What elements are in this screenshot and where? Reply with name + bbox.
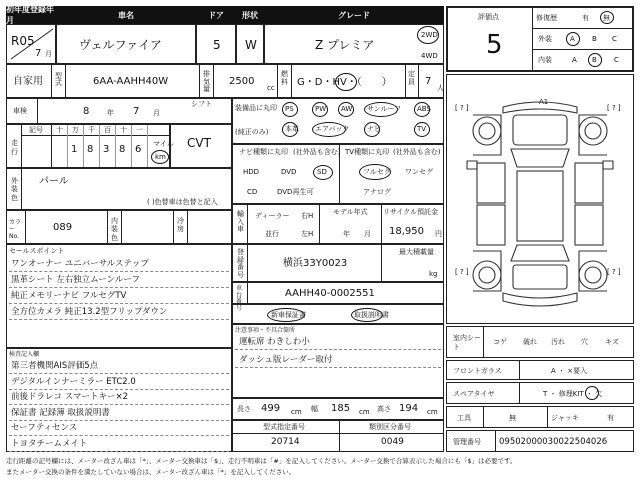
seat-hole: 穴 — [581, 338, 588, 346]
max-load-label: 最大積載量 — [399, 248, 434, 256]
sales-points-label: セールスポイント — [9, 247, 65, 255]
chassis-label: 車台番号 — [236, 285, 243, 312]
tv-analog: アナログ — [363, 188, 391, 196]
score-label: 評価点 — [478, 13, 499, 21]
footer-line-2: またメーター交換の条件を満たしていない場合は、メーター改ざん車は「*」を記入してください。 — [6, 468, 296, 476]
exterior-color: パール — [39, 176, 69, 187]
windshield-label: フロントガラス — [453, 367, 502, 375]
seat-tear: 破れ — [523, 338, 537, 346]
score-value: 5 — [486, 30, 503, 60]
sales-points — [6, 244, 232, 348]
note-line: 前後ドラレコ スマートキー×2 — [11, 392, 129, 402]
car-outline-diagram — [447, 75, 633, 323]
type-label: 型式指定番号 — [263, 423, 305, 431]
import-row — [232, 204, 444, 244]
mile-unit: マイル — [153, 140, 174, 148]
insp-month: 7 — [133, 106, 140, 117]
shift: CVT — [187, 136, 211, 150]
width-unit: cm — [359, 408, 370, 416]
note-line: セーフティセンス — [11, 423, 78, 433]
footer-line-1: 走行距離の記号欄には、メーター改ざん車は「*」、メーター交換車は「$」、走行不明車は「#」を記入してください。メーター交換で合算表示した場合にも「$」は必要です。 — [6, 457, 517, 465]
tools-label: 工具 — [457, 414, 471, 422]
shape: W — [245, 38, 257, 52]
mileage-digit: 8 — [87, 144, 94, 155]
nav-title: ナビ種類に丸印 — [239, 148, 288, 156]
registration-row — [232, 244, 444, 282]
import-label: 輸入車 — [237, 210, 244, 234]
interior-b: B — [592, 56, 597, 64]
repair-no: 無 — [603, 14, 610, 22]
tools-row — [446, 406, 634, 428]
parallel: 並行 — [265, 230, 279, 238]
nav-hdd: HDD — [243, 168, 260, 176]
height-unit: cm — [427, 408, 438, 416]
color-no-label: カラーNo. — [9, 219, 22, 241]
spare-label: スペアタイヤ — [453, 390, 495, 398]
car-diagram-block — [446, 74, 634, 324]
width: 185 — [331, 403, 351, 414]
drive-2wd: 2WD — [421, 31, 438, 39]
digit-place-label: 千 — [88, 126, 95, 134]
door-header: ドア — [196, 6, 236, 24]
car-name: ヴェルファイア — [79, 38, 162, 52]
shift-cell — [170, 124, 232, 168]
repair-label: 修復歴 — [536, 14, 557, 22]
spare-options: T ・ 修理KIT ・ 欠 — [543, 390, 603, 398]
inspection-label: 車検 — [13, 107, 27, 115]
interior-color-label: 内装色 — [111, 217, 118, 242]
digit-place-label: 百 — [104, 126, 111, 134]
length-unit: cm — [291, 408, 302, 416]
row2 — [6, 64, 444, 98]
shift-label: シフト — [191, 100, 212, 108]
notes — [232, 324, 444, 398]
shape-header: 形状 — [236, 6, 264, 24]
score-block — [446, 6, 634, 72]
nav-sd: SD — [317, 168, 327, 176]
equip-item: AW — [341, 105, 353, 113]
class-no: 0049 — [381, 437, 404, 447]
note-line: 黒革シート 左右独立ムーンルーフ — [11, 275, 140, 285]
displacement: 2500 — [229, 76, 255, 87]
recycle-unit: 円 — [435, 230, 442, 238]
shape-cell — [236, 24, 264, 64]
inspector-label: 検査記入欄 — [9, 351, 40, 358]
exterior-label: 外装 — [538, 35, 552, 43]
exterior-color-row — [6, 168, 232, 210]
km-unit: km — [155, 153, 166, 161]
nav-dvd-play: DVD再生可 — [277, 188, 314, 196]
nav-tv-block — [232, 144, 444, 204]
capacity-unit: 人 — [437, 84, 444, 92]
name-header: 車名 — [56, 6, 196, 24]
new-car-warranty: 新車保証書 — [271, 311, 306, 319]
color-label: 外装色 — [11, 177, 18, 202]
mileage-row — [6, 124, 174, 168]
equip-item: TV — [417, 125, 427, 133]
exterior-b: B — [592, 35, 597, 43]
chassis-value: AAHH40-0002551 — [285, 288, 375, 299]
equip-sub: (純正のみ) — [235, 128, 269, 136]
equipment-block — [232, 98, 444, 144]
left-hand: 左H — [301, 230, 314, 238]
hv-circle — [335, 73, 357, 91]
mileage-digit: 1 — [71, 144, 78, 155]
capacity: 7 — [425, 76, 432, 87]
tv-title: TV種類に丸印 — [345, 148, 390, 156]
notes-label: 注意事項・不具合箇所 — [235, 327, 296, 334]
inspection-row — [6, 98, 232, 124]
seat-stain: 汚れ — [551, 338, 565, 346]
note-line: 運転席 わきしわ小 — [239, 337, 310, 347]
tv-fullseg: フルセグ — [363, 168, 391, 176]
registration-label: 登録番号 — [237, 248, 244, 280]
length: 499 — [261, 403, 281, 414]
chassis-row — [232, 282, 444, 312]
mileage-digit: 6 — [135, 144, 142, 155]
digit-place-label: 一 — [136, 126, 143, 134]
kg-unit: kg — [429, 270, 438, 278]
spare-row — [446, 382, 634, 404]
equip-item: 本革 — [285, 125, 299, 133]
note-line: ダッシュ版レーダー取付 — [239, 355, 333, 365]
model-year-label: モデル年式 — [333, 208, 368, 216]
reg-month: 7 — [35, 48, 42, 59]
equip-item: ナビ — [367, 125, 381, 133]
equip-item: サンルーフ — [367, 105, 402, 113]
car-name-cell — [56, 24, 196, 64]
exterior-a: A — [570, 35, 575, 43]
usage: 自家用 — [13, 76, 43, 87]
jack-value: 有 — [607, 414, 614, 422]
reg-year-header: 初年度登録年月 — [6, 5, 54, 25]
height: 194 — [399, 403, 419, 414]
seat-burn: コゲ — [493, 338, 507, 346]
interior-label: 内装 — [538, 56, 552, 64]
interior-c: C — [614, 56, 619, 64]
bracket-front-right: [ ? ] — [607, 104, 621, 112]
management-value: 09502000030022504026 — [499, 437, 608, 447]
equip-item: ABS — [417, 105, 431, 113]
insp-year: 8 — [83, 106, 90, 117]
insp-month-unit: 月 — [153, 109, 160, 117]
symbol-label: 記号 — [29, 126, 43, 134]
recycle-value: 18,950 — [389, 226, 424, 237]
dimensions-row — [232, 398, 444, 420]
displacement-label: 排気量 — [203, 70, 210, 94]
note-line: 保証書 記録簿 取扱説明書 — [11, 407, 110, 418]
cc-unit: cc — [267, 84, 275, 92]
reg-year: R05 — [11, 34, 35, 48]
nav-cd: CD — [247, 188, 258, 196]
note-line: 純正メモリーナビ フルセグTV — [11, 291, 127, 301]
bracket-rear-left: [ ? ] — [455, 268, 469, 276]
color-no: 089 — [53, 222, 73, 233]
management-label: 管理番号 — [453, 438, 481, 446]
type-no: 20714 — [271, 437, 300, 447]
warranty-row — [232, 304, 444, 324]
note-line: ワンオーナー ユニバーサルステップ — [11, 259, 149, 269]
spare-kit-circle — [585, 386, 599, 400]
grade: Z プレミア — [315, 38, 375, 52]
reg-year-cell — [6, 24, 56, 64]
insp-year-unit: 年 — [107, 109, 114, 117]
mileage-label: 走行 — [11, 139, 18, 157]
note-line: デジタルインナーミラー ETC2.0 — [11, 376, 136, 387]
capacity-label: 定員 — [408, 70, 415, 86]
bracket-front-left: [ ? ] — [455, 104, 469, 112]
note-line: 第三者機関AIS評価5点 — [11, 361, 99, 371]
cool-label: 冷房 — [177, 217, 184, 234]
nav-dvd: DVD — [281, 168, 297, 176]
color-no-row — [6, 210, 232, 244]
inspector-notes — [6, 348, 232, 452]
model-year-format: 年 月 — [343, 230, 371, 238]
bracket-rear-right: [ ? ] — [607, 268, 621, 276]
doors: 5 — [213, 38, 221, 52]
fuel-label: 燃料 — [281, 70, 288, 86]
interior-a: A — [572, 56, 577, 64]
equip-item: PS — [285, 105, 294, 113]
tv-oneseg: ワンセグ — [405, 168, 433, 176]
door-cell — [196, 24, 236, 64]
digit-place-label: 十 — [120, 126, 127, 134]
note-line: トヨタチームメイト — [11, 438, 88, 449]
mileage-digit: 3 — [103, 144, 110, 155]
class-label: 類別区分番号 — [369, 423, 411, 431]
height-label: 高さ — [377, 405, 391, 413]
fuel-options: G・D・HV・（ ） — [297, 77, 392, 88]
width-label: 幅 — [311, 405, 318, 413]
digit-place-label: 万 — [72, 126, 79, 134]
right-hand: 右H — [301, 212, 314, 220]
equip-item: PW — [315, 105, 327, 113]
windshield-options: A ・ ×要入 — [551, 367, 588, 375]
digit-place-label: 十 — [56, 126, 63, 134]
exterior-c: C — [612, 35, 617, 43]
seat-scratch: キズ — [605, 338, 619, 346]
manual: 取扱説明書 — [354, 311, 389, 319]
management-row — [446, 430, 634, 452]
interior-seat-row — [446, 326, 634, 358]
jack-label: ジャッキ — [551, 414, 579, 422]
registration-value: 横浜33Y0023 — [283, 258, 348, 269]
damage-a1: A1 — [539, 98, 549, 106]
type-numbers — [232, 420, 444, 452]
note-line: 全方位カメラ 純正13.2型フリップダウン — [11, 307, 168, 317]
nav-sub: (社外品も含む) — [293, 148, 341, 156]
reg-month-unit: 月 — [45, 50, 52, 58]
windshield-row — [446, 360, 634, 380]
dealer: ディーラー — [255, 212, 290, 220]
length-label: 長さ — [237, 405, 251, 413]
recycle-label: リサイクル預託金 — [383, 208, 439, 216]
interior-seat-label: 室内シート — [453, 334, 481, 352]
repair-yes: 有 — [582, 14, 589, 22]
tv-sub: (社外品も含む) — [393, 148, 441, 156]
model: 6AA-AAHH40W — [93, 76, 169, 87]
tools-value: 無 — [509, 414, 516, 422]
model-label: 型式 — [55, 72, 62, 87]
drive-4wd: 4WD — [421, 52, 438, 60]
grade-header: グレード — [264, 6, 444, 24]
equip-item: エアバック — [315, 125, 350, 133]
grade-cell — [264, 24, 444, 64]
mileage-digit: 8 — [119, 144, 126, 155]
color-note: ( )色替車は色替と記入 — [147, 198, 218, 206]
equip-label: 装備品に丸印 — [235, 104, 277, 112]
